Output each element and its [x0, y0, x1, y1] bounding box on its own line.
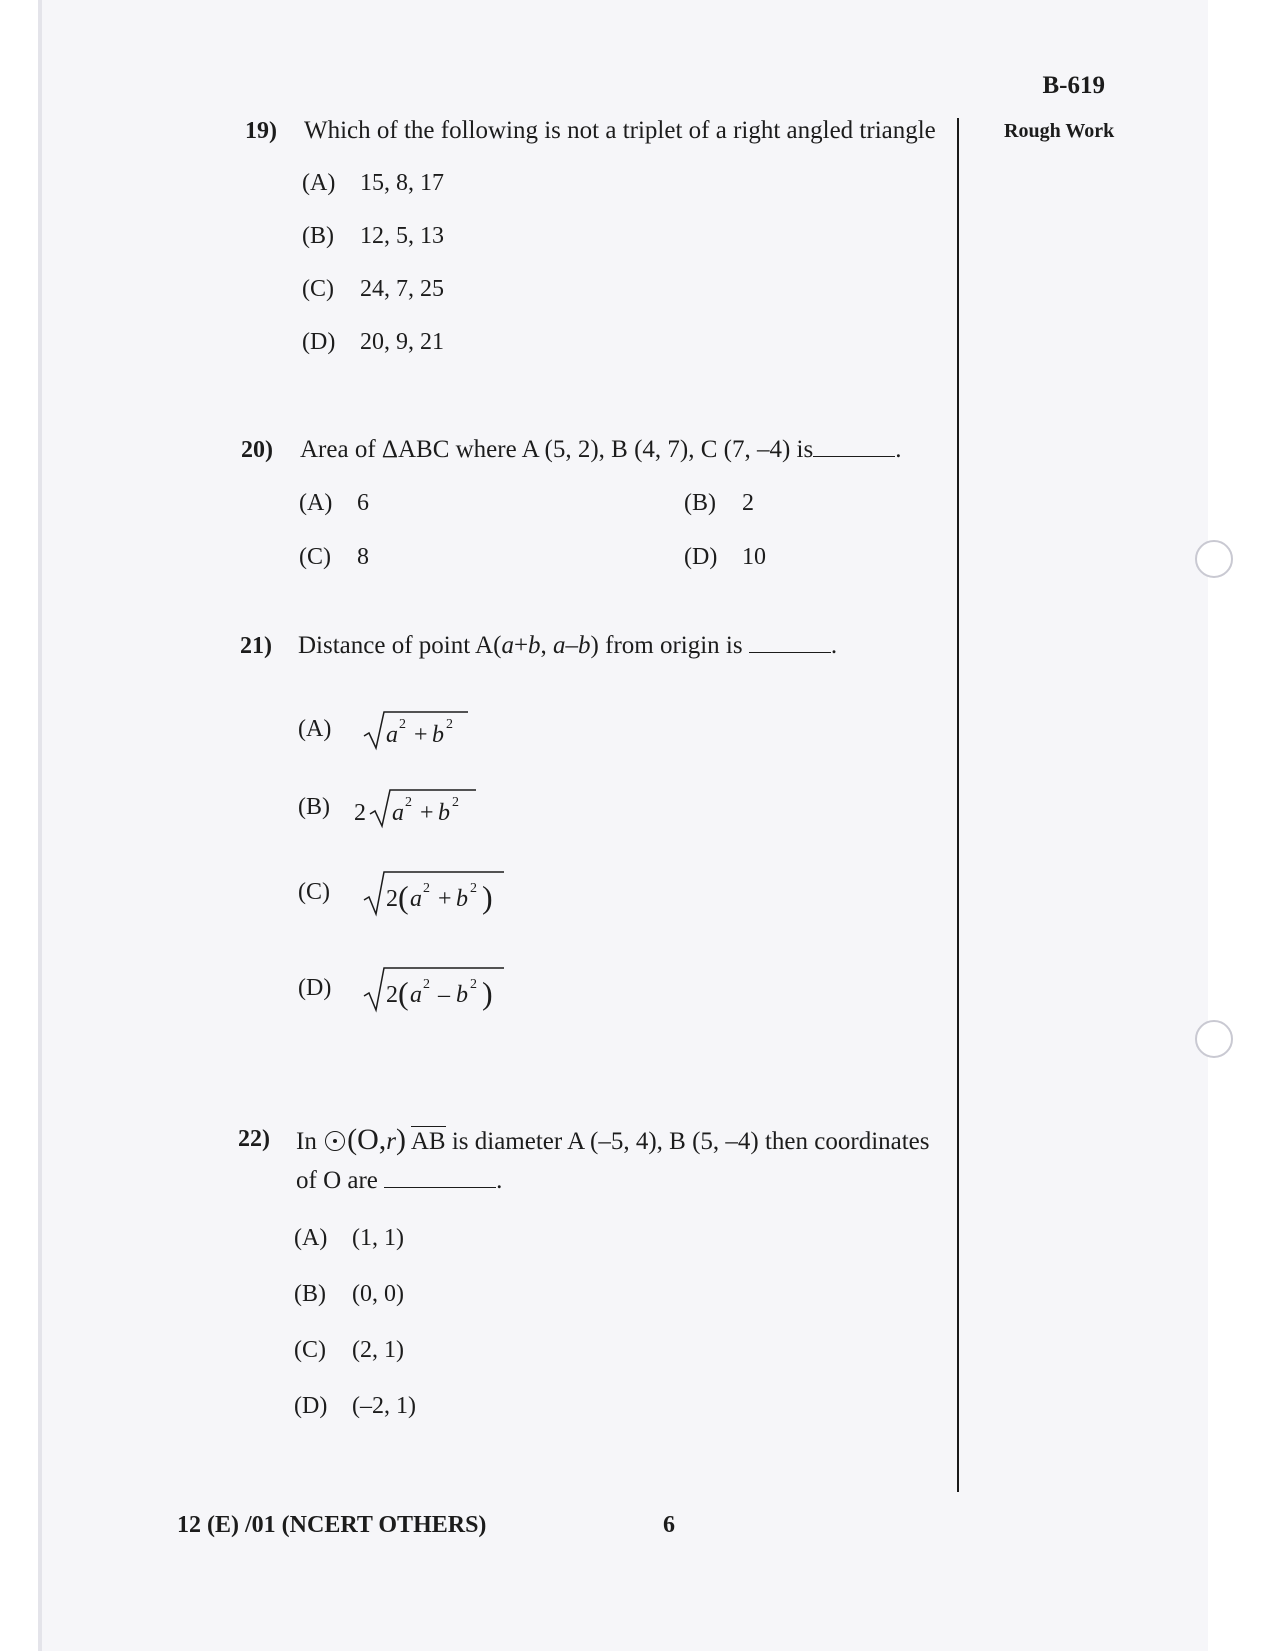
option-a[interactable]: (A) (1, 1) — [294, 1225, 404, 1251]
punch-hole-bottom — [1195, 1020, 1233, 1058]
answer-blank — [384, 1167, 496, 1188]
answer-blank — [749, 632, 831, 653]
svg-text:): ) — [482, 975, 493, 1011]
sqrt-expression — [354, 786, 482, 830]
option-b[interactable]: (B) 2 a 2 + b 2 — [298, 786, 482, 830]
svg-text:2: 2 — [452, 795, 459, 810]
question-text: Area of ΔABC where A (5, 2), B (4, 7), C (7, –4) is . — [300, 436, 902, 463]
question-number: 22) — [238, 1126, 270, 1152]
option-a[interactable]: (A) 15, 8, 17 — [302, 170, 444, 196]
svg-text:+: + — [414, 722, 428, 748]
question-number: 19) — [245, 118, 277, 144]
column-divider — [957, 118, 959, 1492]
option-b[interactable]: (B) (0, 0) — [294, 1281, 404, 1307]
rough-work-label: Rough Work — [1004, 120, 1115, 142]
page-edge — [38, 0, 42, 1651]
svg-text:(: ( — [398, 975, 409, 1011]
svg-text:b: b — [432, 722, 444, 748]
svg-text:2: 2 — [405, 795, 412, 810]
svg-text:+: + — [438, 886, 452, 912]
option-c[interactable]: (C) 24, 7, 25 — [302, 276, 444, 302]
option-d[interactable]: (D) 20, 9, 21 — [302, 329, 444, 355]
svg-text:a: a — [392, 800, 404, 826]
sqrt-expression — [362, 708, 472, 752]
svg-text:2: 2 — [399, 717, 406, 732]
svg-text:a: a — [410, 982, 422, 1008]
option-d[interactable]: (D) 2 ( a 2 – b 2 ) — [298, 964, 512, 1014]
svg-text:a: a — [386, 722, 398, 748]
svg-text:b: b — [456, 982, 468, 1008]
svg-text:b: b — [456, 886, 468, 912]
option-a[interactable]: (A) 6 — [299, 490, 369, 516]
svg-text:2: 2 — [423, 977, 430, 992]
sqrt-expression — [362, 868, 512, 918]
question-text: Which of the following is not a triplet of a right angled triangle — [304, 117, 936, 144]
question-text-line2: of O are . — [296, 1167, 503, 1194]
option-b[interactable]: (B) 2 — [684, 490, 754, 516]
svg-text:(: ( — [398, 879, 409, 915]
exam-code: 12 (E) /01 (NCERT OTHERS) — [177, 1512, 487, 1538]
option-d[interactable]: (D) (–2, 1) — [294, 1393, 416, 1419]
paper-code: B-619 — [1042, 72, 1105, 99]
page-number: 6 — [663, 1512, 675, 1538]
svg-text:2: 2 — [470, 977, 477, 992]
svg-text:–: – — [438, 982, 450, 1008]
option-c[interactable]: (C) 8 — [299, 544, 369, 570]
option-c[interactable]: (C) (2, 1) — [294, 1337, 404, 1363]
sqrt-expression — [362, 964, 512, 1014]
svg-text:): ) — [482, 879, 493, 915]
exam-page — [38, 0, 1208, 1651]
option-d[interactable]: (D) 10 — [684, 544, 766, 570]
option-c[interactable]: (C) 2 ( a 2 + b 2 ) — [298, 868, 512, 918]
svg-text:2: 2 — [354, 800, 366, 826]
svg-text:2: 2 — [386, 886, 398, 912]
question-text: Distance of point A(a+b, a–b) from origin is . — [298, 632, 838, 659]
answer-blank — [813, 436, 895, 457]
option-b[interactable]: (B) 12, 5, 13 — [302, 223, 444, 249]
svg-text:2: 2 — [446, 717, 453, 732]
question-number: 21) — [240, 633, 272, 659]
svg-text:2: 2 — [423, 881, 430, 896]
svg-text:b: b — [438, 800, 450, 826]
circle-symbol-icon — [325, 1131, 345, 1151]
question-number: 20) — [241, 437, 273, 463]
svg-text:2: 2 — [386, 982, 398, 1008]
svg-text:a: a — [410, 886, 422, 912]
svg-text:+: + — [420, 800, 434, 826]
question-text: In (O,r) AB is diameter A (–5, 4), B (5, –4) then coordinates — [296, 1123, 930, 1156]
option-a[interactable]: (A) a 2 + b 2 — [298, 708, 472, 752]
svg-text:2: 2 — [470, 881, 477, 896]
punch-hole-top — [1195, 540, 1233, 578]
